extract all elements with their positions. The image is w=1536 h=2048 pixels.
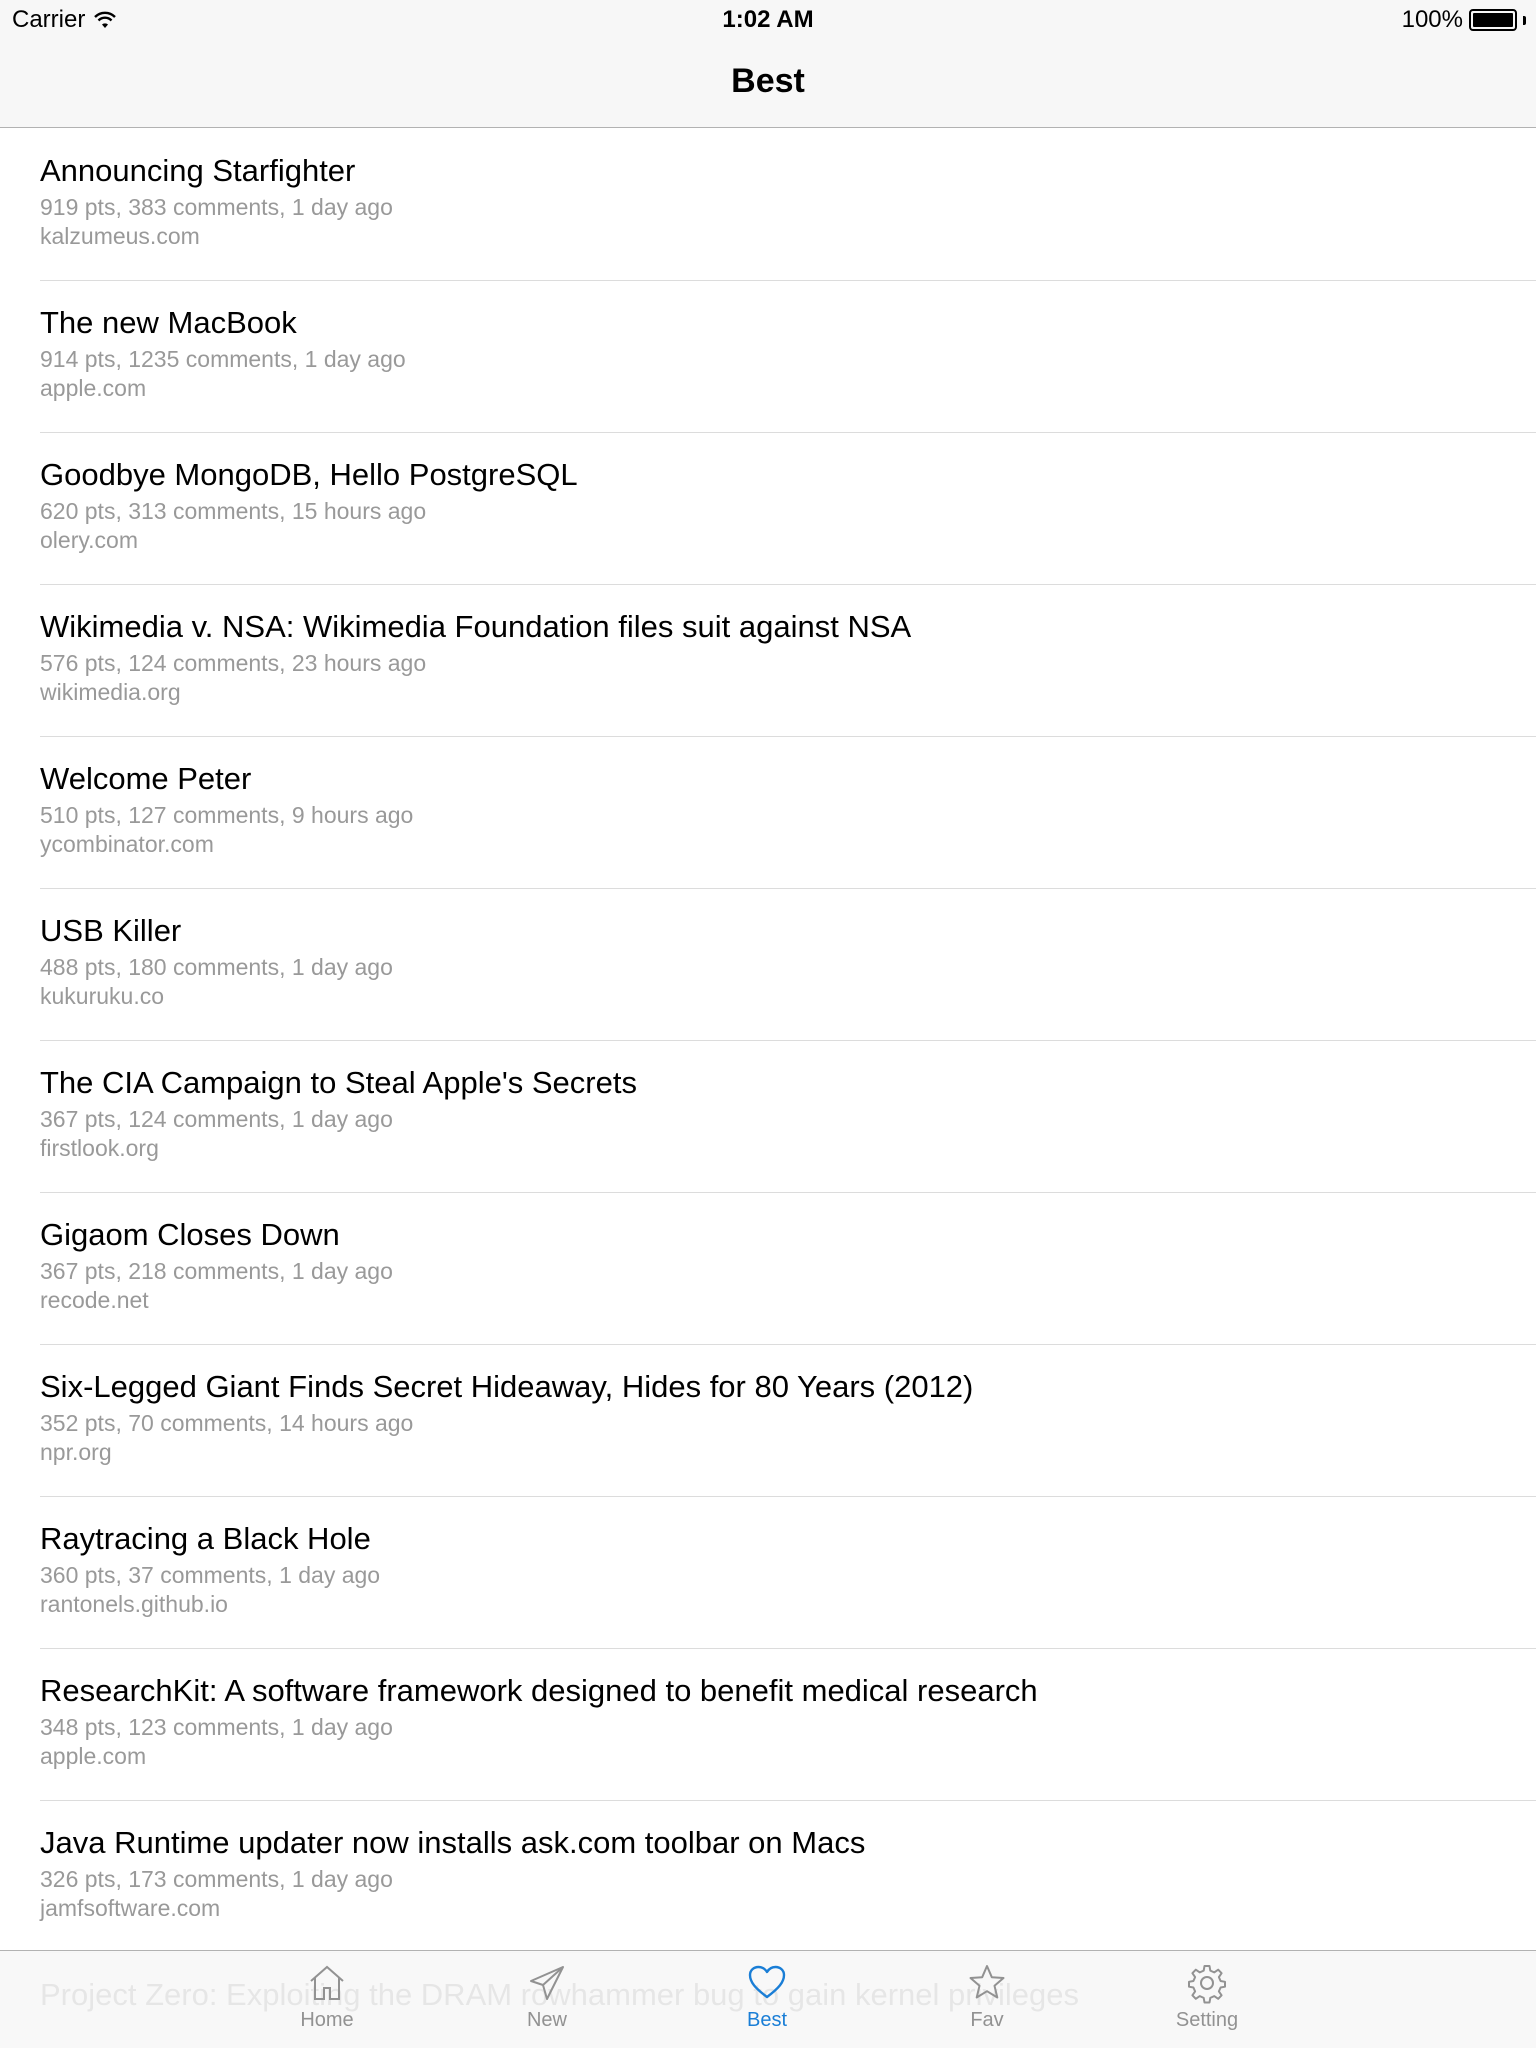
story-row[interactable] — [40, 1041, 1536, 1193]
gear-icon — [1185, 1961, 1229, 2005]
story-title: Goodbye MongoDB, Hello PostgreSQL — [40, 457, 578, 492]
story-meta: 914 pts, 1235 comments, 1 day ago — [40, 346, 406, 372]
story-row[interactable] — [40, 1345, 1536, 1497]
page-title: Best — [731, 62, 805, 100]
story-meta: 576 pts, 124 comments, 23 hours ago — [40, 650, 427, 676]
story-title: Welcome Peter — [40, 761, 252, 796]
story-title: Gigaom Closes Down — [40, 1217, 340, 1252]
battery-icon — [1469, 9, 1517, 31]
tab-label: Fav — [970, 2009, 1004, 2031]
story-row[interactable] — [40, 1193, 1536, 1345]
story-meta: 326 pts, 173 comments, 1 day ago — [40, 1866, 393, 1892]
tab-label: New — [526, 2009, 567, 2031]
story-row[interactable] — [40, 281, 1536, 433]
story-row[interactable] — [40, 737, 1536, 889]
tab-new[interactable] — [467, 1951, 627, 2048]
story-meta: 348 pts, 123 comments, 1 day ago — [40, 1714, 393, 1740]
paper-plane-icon — [525, 1961, 569, 2005]
battery-fill — [1473, 13, 1513, 27]
story-meta: 367 pts, 218 comments, 1 day ago — [40, 1258, 393, 1284]
story-domain: apple.com — [40, 1743, 147, 1769]
story-title: Java Runtime updater now installs ask.com toolbar on Macs — [40, 1825, 866, 1860]
story-title: The CIA Campaign to Steal Apple's Secrets — [40, 1065, 637, 1100]
story-row[interactable] — [40, 433, 1536, 585]
story-meta: 360 pts, 37 comments, 1 day ago — [40, 1562, 381, 1588]
tab-label: Home — [300, 2009, 354, 2031]
story-title: Announcing Starfighter — [40, 153, 356, 188]
story-title: The new MacBook — [40, 305, 297, 340]
story-row[interactable] — [40, 889, 1536, 1041]
story-domain: npr.org — [40, 1439, 112, 1465]
heart-icon — [745, 1961, 789, 2005]
carrier-label: Carrier — [12, 6, 86, 33]
story-meta: 352 pts, 70 comments, 14 hours ago — [40, 1410, 414, 1436]
story-row[interactable] — [40, 585, 1536, 737]
star-icon — [965, 1961, 1009, 2005]
tab-fav[interactable] — [907, 1951, 1067, 2048]
story-domain: kalzumeus.com — [40, 223, 200, 249]
story-domain: ycombinator.com — [40, 831, 214, 857]
navigation-bar — [0, 40, 1536, 128]
story-domain: apple.com — [40, 375, 147, 401]
status-right — [1402, 6, 1526, 34]
status-bar — [0, 0, 1536, 40]
battery-percent: 100% — [1401, 6, 1463, 33]
story-row[interactable] — [40, 1497, 1536, 1649]
story-meta: 919 pts, 383 comments, 1 day ago — [40, 194, 393, 220]
battery-tip — [1523, 16, 1526, 25]
story-domain: jamfsoftware.com — [40, 1895, 221, 1921]
tab-label: Best — [746, 2009, 788, 2031]
tab-best[interactable] — [687, 1951, 847, 2048]
story-domain: recode.net — [40, 1287, 149, 1313]
story-title: Raytracing a Black Hole — [40, 1521, 371, 1556]
story-title: Wikimedia v. NSA: Wikimedia Foundation files suit against NSA — [40, 609, 912, 644]
story-title: ResearchKit: A software framework designed to benefit medical research — [40, 1673, 1038, 1708]
story-meta: 367 pts, 124 comments, 1 day ago — [40, 1106, 393, 1132]
tab-bar — [0, 1950, 1536, 2048]
story-title: Six-Legged Giant Finds Secret Hideaway, Hides for 80 Years (2012) — [40, 1369, 974, 1404]
story-domain: wikimedia.org — [40, 679, 181, 705]
status-time: 1:02 AM — [722, 6, 814, 33]
story-row[interactable] — [40, 1801, 1536, 1953]
story-row[interactable] — [40, 129, 1536, 281]
home-icon — [305, 1961, 349, 2005]
story-domain: firstlook.org — [40, 1135, 159, 1161]
story-meta: 510 pts, 127 comments, 9 hours ago — [40, 802, 414, 828]
tab-label: Setting — [1175, 2009, 1239, 2031]
story-domain: rantonels.github.io — [40, 1591, 228, 1617]
tab-setting[interactable] — [1127, 1951, 1287, 2048]
story-domain: kukuruku.co — [40, 983, 165, 1009]
story-title: USB Killer — [40, 913, 182, 948]
story-meta: 488 pts, 180 comments, 1 day ago — [40, 954, 393, 980]
story-domain: olery.com — [40, 527, 138, 553]
story-row[interactable] — [40, 1649, 1536, 1801]
tab-home[interactable] — [247, 1951, 407, 2048]
story-meta: 620 pts, 313 comments, 15 hours ago — [40, 498, 427, 524]
story-list[interactable] — [0, 129, 1536, 2048]
